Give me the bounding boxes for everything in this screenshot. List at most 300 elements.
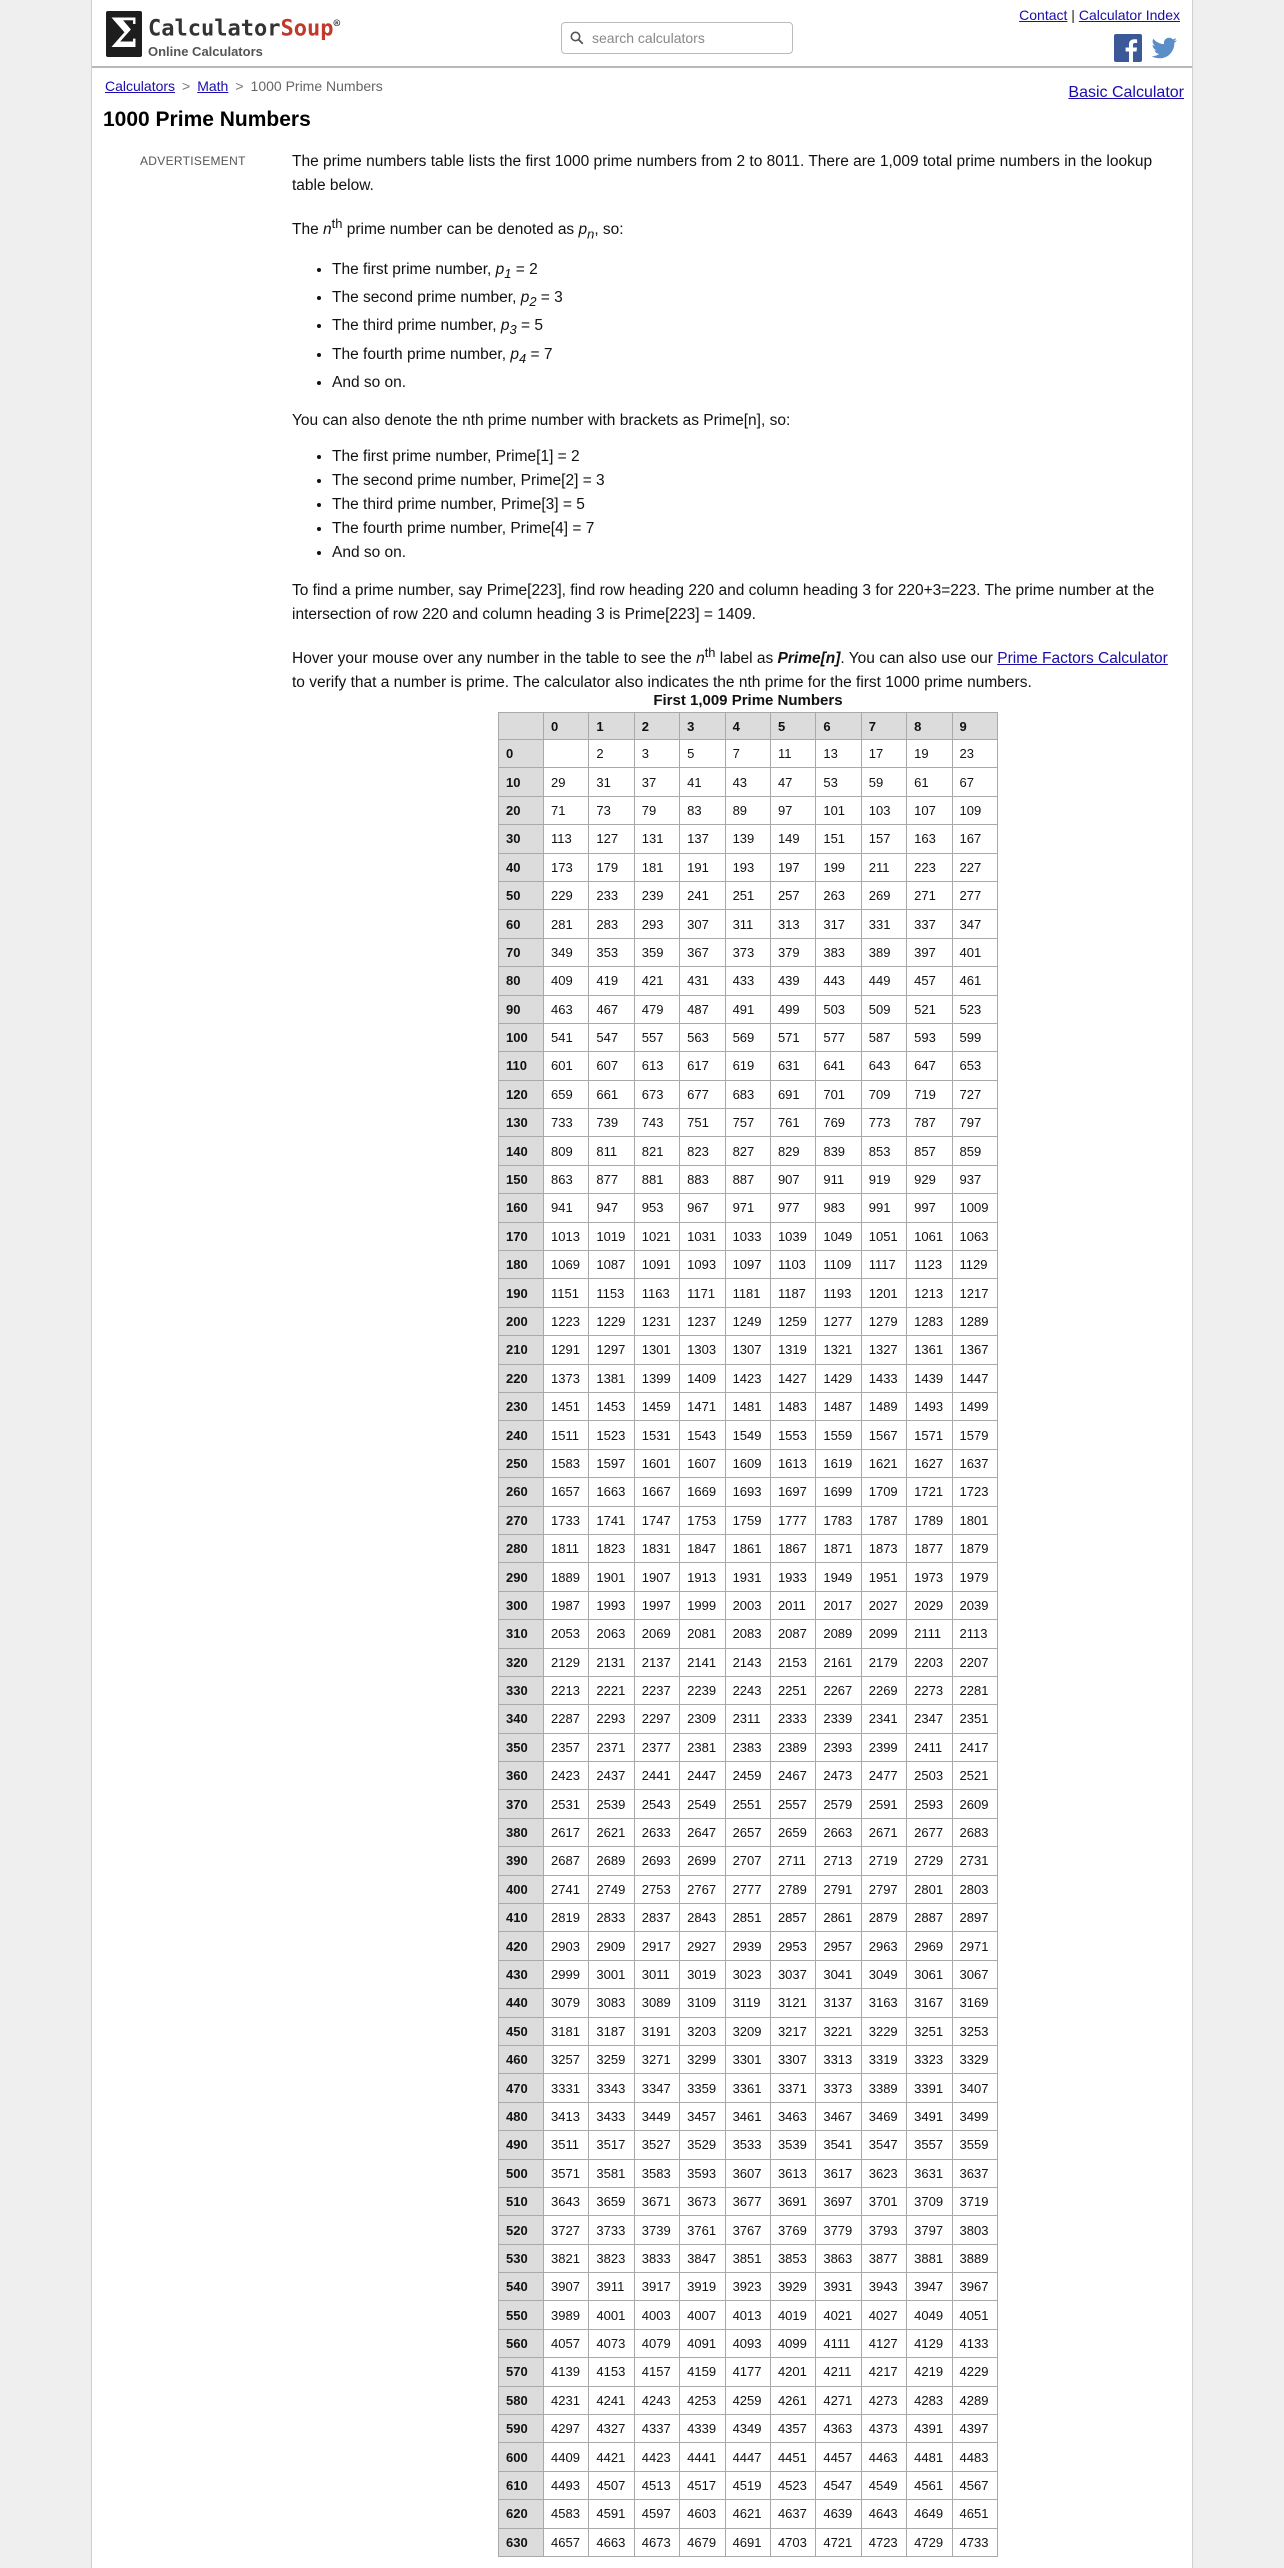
prime-cell: 1879 <box>952 1534 997 1562</box>
list-item <box>332 343 1182 371</box>
prime-cell: 619 <box>725 1052 770 1080</box>
prime-cell: 4259 <box>725 2386 770 2414</box>
prime-cell: 4139 <box>544 2358 589 2386</box>
table-row <box>499 1421 998 1449</box>
prime-cell: 4049 <box>907 2301 952 2329</box>
prime-cell: 4283 <box>907 2386 952 2414</box>
row-header: 330 <box>499 1676 544 1704</box>
prime-cell: 2999 <box>544 1960 589 1988</box>
prime-cell: 757 <box>725 1109 770 1137</box>
prime-cell: 1553 <box>770 1421 815 1449</box>
prime-cell: 2381 <box>680 1733 725 1761</box>
prime-cell: 3323 <box>907 2045 952 2073</box>
prime-cell: 199 <box>816 853 861 881</box>
prime-cell: 659 <box>544 1080 589 1108</box>
row-header: 530 <box>499 2244 544 2272</box>
prime-cell: 3229 <box>861 2017 906 2045</box>
breadcrumb-math[interactable]: Math <box>197 78 229 94</box>
column-header: 3 <box>680 713 725 740</box>
page <box>91 0 1193 2568</box>
prime-cell: 2221 <box>589 1676 634 1704</box>
prime-cell: 3559 <box>952 2131 997 2159</box>
prime-cell: 967 <box>680 1194 725 1222</box>
prime-cell: 3541 <box>816 2131 861 2159</box>
prime-cell: 1523 <box>589 1421 634 1449</box>
row-header: 40 <box>499 853 544 881</box>
calculator-index-link[interactable]: Calculator Index <box>1078 7 1180 23</box>
contact-link[interactable]: Contact <box>1019 7 1068 23</box>
table-caption: First 1,009 Prime Numbers <box>653 692 843 709</box>
prime-cell: 1669 <box>680 1478 725 1506</box>
prime-cell: 4217 <box>861 2358 906 2386</box>
prime-cell: 809 <box>544 1137 589 1165</box>
prime-cell: 1787 <box>861 1506 906 1534</box>
prime-cell: 2089 <box>816 1620 861 1648</box>
prime-cell: 1871 <box>816 1534 861 1562</box>
prime-cell: 1993 <box>589 1591 634 1619</box>
prime-cell: 1367 <box>952 1336 997 1364</box>
site-header <box>92 0 1192 68</box>
list-item: • And so on. <box>332 541 1182 565</box>
table-row <box>499 1904 998 1932</box>
prime-cell: 4177 <box>725 2358 770 2386</box>
prime-cell: 4021 <box>816 2301 861 2329</box>
table-row <box>499 1563 998 1591</box>
prime-cell: 2029 <box>907 1591 952 1619</box>
table-row <box>499 1534 998 1562</box>
search-icon <box>570 31 584 45</box>
prime-cell: 83 <box>680 796 725 824</box>
table-row <box>499 825 998 853</box>
prime-cell: 1213 <box>907 1279 952 1307</box>
prime-cell: 293 <box>634 910 679 938</box>
prime-cell: 563 <box>680 1023 725 1051</box>
table-row <box>499 1109 998 1137</box>
table-row <box>499 2102 998 2130</box>
table-row <box>499 1875 998 1903</box>
prime-cell: 3499 <box>952 2102 997 2130</box>
prime-cell: 631 <box>770 1052 815 1080</box>
prime-cell: 1123 <box>907 1251 952 1279</box>
table-row <box>499 853 998 881</box>
prime-cell: 547 <box>589 1023 634 1051</box>
prime-cell: 47 <box>770 768 815 796</box>
prime-cell: 499 <box>770 995 815 1023</box>
prime-cell: 1453 <box>589 1392 634 1420</box>
prime-cell: 3923 <box>725 2273 770 2301</box>
prime-cell: 3863 <box>816 2244 861 2272</box>
text: The fourth prime number, <box>332 345 511 363</box>
prime-cell: 1423 <box>725 1364 770 1392</box>
prime-n-label: Prime[n] <box>777 649 841 667</box>
top-links <box>1019 7 1180 23</box>
prime-cell: 1361 <box>907 1336 952 1364</box>
prime-cell: 1237 <box>680 1307 725 1335</box>
prime-cell: 1327 <box>861 1336 906 1364</box>
prime-cell: 4597 <box>634 2500 679 2528</box>
prime-cell: 4603 <box>680 2500 725 2528</box>
table-row <box>499 1847 998 1875</box>
logo-name-calculator: Calculator <box>148 16 281 42</box>
prime-cell: 2003 <box>725 1591 770 1619</box>
prime-cell: 461 <box>952 967 997 995</box>
prime-cell: 2311 <box>725 1705 770 1733</box>
prime-cell: 2447 <box>680 1762 725 1790</box>
prime-cell: 859 <box>952 1137 997 1165</box>
prime-cell: 1657 <box>544 1478 589 1506</box>
prime-cell: 1091 <box>634 1251 679 1279</box>
prime-cell: 3461 <box>725 2102 770 2130</box>
prime-cell: 4231 <box>544 2386 589 2414</box>
prime-cell: 4513 <box>634 2471 679 2499</box>
prime-cell: 2593 <box>907 1790 952 1818</box>
row-header: 590 <box>499 2415 544 2443</box>
prime-cell: 31 <box>589 768 634 796</box>
prime-cell: 3191 <box>634 2017 679 2045</box>
prime-cell: 491 <box>725 995 770 1023</box>
prime-cell: 1613 <box>770 1449 815 1477</box>
prime-cell: 4451 <box>770 2443 815 2471</box>
p-symbol: p <box>578 221 588 239</box>
prime-cell: 1777 <box>770 1506 815 1534</box>
prime-cell: 2689 <box>589 1847 634 1875</box>
search-input[interactable] <box>590 29 780 47</box>
prime-cell: 857 <box>907 1137 952 1165</box>
prime-cell: 733 <box>544 1109 589 1137</box>
prime-cell: 1493 <box>907 1392 952 1420</box>
prime-cell: 2309 <box>680 1705 725 1733</box>
prime-cell: 359 <box>634 938 679 966</box>
prime-cell: 1543 <box>680 1421 725 1449</box>
prime-cell: 2371 <box>589 1733 634 1761</box>
prime-cell: 4561 <box>907 2471 952 2499</box>
prime-cell: 2557 <box>770 1790 815 1818</box>
prime-cell: 3271 <box>634 2045 679 2073</box>
prime-cell: 2953 <box>770 1932 815 1960</box>
prime-cell: 163 <box>907 825 952 853</box>
prime-cell: 2441 <box>634 1762 679 1790</box>
prime-cell: 1933 <box>770 1563 815 1591</box>
prime-cell: 271 <box>907 881 952 909</box>
facebook-icon[interactable] <box>1114 34 1142 62</box>
prime-cell: 4421 <box>589 2443 634 2471</box>
basic-calculator-link[interactable]: Basic Calculator <box>1068 84 1184 101</box>
text: The second prime number, <box>332 289 521 307</box>
prime-cell: 7 <box>725 740 770 768</box>
prime-cell: 4391 <box>907 2415 952 2443</box>
prime-cell: 4483 <box>952 2443 997 2471</box>
prime-cell: 3691 <box>770 2187 815 2215</box>
column-header: 5 <box>770 713 815 740</box>
prime-cell: 3727 <box>544 2216 589 2244</box>
prime-cell: 2699 <box>680 1847 725 1875</box>
text: to verify that a number is prime. The calculator also indicates the nth prime for the first 1000 prime numbers. <box>292 673 1032 691</box>
breadcrumb-calculators[interactable]: Calculators <box>105 78 176 94</box>
table-row <box>499 1932 998 1960</box>
prime-cell: 3803 <box>952 2216 997 2244</box>
prime-cell: 2789 <box>770 1875 815 1903</box>
prime-cell: 1153 <box>589 1279 634 1307</box>
prime-cell: 229 <box>544 881 589 909</box>
main-content <box>292 150 1182 709</box>
prime-cell: 2843 <box>680 1904 725 1932</box>
prime-cell: 4397 <box>952 2415 997 2443</box>
prime-cell: 4241 <box>589 2386 634 2414</box>
prime-cell: 829 <box>770 1137 815 1165</box>
prime-cell: 41 <box>680 768 725 796</box>
table-row <box>499 1648 998 1676</box>
prime-cell: 1619 <box>816 1449 861 1477</box>
site-logo[interactable] <box>106 11 340 59</box>
table-row <box>499 2159 998 2187</box>
prime-cell: 157 <box>861 825 906 853</box>
prime-cell: 467 <box>589 995 634 1023</box>
prime-cell: 2897 <box>952 1904 997 1932</box>
prime-cell: 4051 <box>952 2301 997 2329</box>
subscript: 4 <box>518 350 527 366</box>
prime-cell: 2677 <box>907 1818 952 1846</box>
prime-cell: 677 <box>680 1080 725 1108</box>
prime-cell: 127 <box>589 825 634 853</box>
prime-cell: 4079 <box>634 2329 679 2357</box>
row-header: 300 <box>499 1591 544 1619</box>
prime-cell: 89 <box>725 796 770 824</box>
prime-cell: 2969 <box>907 1932 952 1960</box>
p-symbol: p <box>520 289 530 307</box>
prime-cell: 3041 <box>816 1960 861 1988</box>
prime-cell: 1499 <box>952 1392 997 1420</box>
prime-cell: 1297 <box>589 1336 634 1364</box>
prime-cell: 269 <box>861 881 906 909</box>
prime-cell: 1171 <box>680 1279 725 1307</box>
prime-cell: 3511 <box>544 2131 589 2159</box>
prime-cell: 1801 <box>952 1506 997 1534</box>
row-header: 520 <box>499 2216 544 2244</box>
prime-table-section <box>498 692 998 2557</box>
row-header: 260 <box>499 1478 544 1506</box>
prime-cell: 2351 <box>952 1705 997 1733</box>
prime-cell: 2791 <box>816 1875 861 1903</box>
prime-cell: 149 <box>770 825 815 853</box>
prime-factors-calculator-link[interactable]: Prime Factors Calculator <box>997 649 1168 667</box>
prime-cell: 2243 <box>725 1676 770 1704</box>
prime-cell: 2687 <box>544 1847 589 1875</box>
prime-cell: 4229 <box>952 2358 997 2386</box>
prime-cell: 3463 <box>770 2102 815 2130</box>
breadcrumb-current: 1000 Prime Numbers <box>250 78 383 94</box>
prime-cell: 2503 <box>907 1762 952 1790</box>
prime-cell: 3137 <box>816 1989 861 2017</box>
prime-cell: 337 <box>907 910 952 938</box>
prime-cell: 1549 <box>725 1421 770 1449</box>
table-row <box>499 768 998 796</box>
prime-cell: 1217 <box>952 1279 997 1307</box>
prime-cell: 3547 <box>861 2131 906 2159</box>
row-header: 130 <box>499 1109 544 1137</box>
prime-cell: 2521 <box>952 1762 997 1790</box>
row-header: 360 <box>499 1762 544 1790</box>
prime-cell: 2903 <box>544 1932 589 1960</box>
prime-cell: 811 <box>589 1137 634 1165</box>
prime-cell: 1723 <box>952 1478 997 1506</box>
prime-cell: 3163 <box>861 1989 906 2017</box>
prime-cell: 509 <box>861 995 906 1023</box>
table-row <box>499 910 998 938</box>
prime-cell: 1607 <box>680 1449 725 1477</box>
row-header: 270 <box>499 1506 544 1534</box>
prime-cell: 13 <box>816 740 861 768</box>
table-row <box>499 2074 998 2102</box>
prime-cell: 787 <box>907 1109 952 1137</box>
advertisement-label: ADVERTISEMENT <box>140 154 246 168</box>
prime-cell: 1069 <box>544 1251 589 1279</box>
prime-cell: 4621 <box>725 2500 770 2528</box>
prime-cell: 1847 <box>680 1534 725 1562</box>
logo-name-soup: Soup <box>280 16 334 42</box>
text: = 7 <box>526 345 553 363</box>
prime-cell: 101 <box>816 796 861 824</box>
prime-cell: 53 <box>816 768 861 796</box>
n-symbol: n <box>323 221 332 239</box>
prime-cell: 2539 <box>589 1790 634 1818</box>
prime-cell: 1759 <box>725 1506 770 1534</box>
prime-cell: 1307 <box>725 1336 770 1364</box>
p-symbol: p <box>500 317 510 335</box>
prime-cell: 751 <box>680 1109 725 1137</box>
prime-cell: 4651 <box>952 2500 997 2528</box>
prime-cell: 3407 <box>952 2074 997 2102</box>
table-row <box>499 1960 998 1988</box>
prime-cell: 139 <box>725 825 770 853</box>
prime-cell: 1709 <box>861 1478 906 1506</box>
prime-cell: 1097 <box>725 1251 770 1279</box>
table-row <box>499 1818 998 1846</box>
prime-cell: 1031 <box>680 1222 725 1250</box>
prime-cell: 401 <box>952 938 997 966</box>
prime-cell: 3467 <box>816 2102 861 2130</box>
prime-cell: 1999 <box>680 1591 725 1619</box>
prime-cell: 3853 <box>770 2244 815 2272</box>
table-row <box>499 2244 998 2272</box>
prime-cell: 137 <box>680 825 725 853</box>
prime-cell: 211 <box>861 853 906 881</box>
prime-cell: 1823 <box>589 1534 634 1562</box>
prime-cell: 3851 <box>725 2244 770 2272</box>
table-row <box>499 1165 998 1193</box>
prime-cell: 2293 <box>589 1705 634 1733</box>
row-header: 120 <box>499 1080 544 1108</box>
prime-cell: 3847 <box>680 2244 725 2272</box>
prime-cell: 2161 <box>816 1648 861 1676</box>
prime-cell: 4703 <box>770 2528 815 2556</box>
prime-cell: 3169 <box>952 1989 997 2017</box>
prime-cell: 1889 <box>544 1563 589 1591</box>
table-row <box>499 1620 998 1648</box>
prime-cell: 1931 <box>725 1563 770 1591</box>
prime-cell: 1627 <box>907 1449 952 1477</box>
row-header: 540 <box>499 2273 544 2301</box>
prime-cell: 2039 <box>952 1591 997 1619</box>
prime-cell: 4441 <box>680 2443 725 2471</box>
prime-cell: 641 <box>816 1052 861 1080</box>
row-header: 60 <box>499 910 544 938</box>
search-box[interactable] <box>561 22 793 54</box>
prime-cell: 1373 <box>544 1364 589 1392</box>
prime-cell: 2777 <box>725 1875 770 1903</box>
prime-cell: 1783 <box>816 1506 861 1534</box>
prime-cell: 541 <box>544 1023 589 1051</box>
prime-cell: 4157 <box>634 2358 679 2386</box>
prime-cell: 1409 <box>680 1364 725 1392</box>
table-row <box>499 796 998 824</box>
prime-cell: 941 <box>544 1194 589 1222</box>
prime-cell: 2753 <box>634 1875 679 1903</box>
prime-cell: 1637 <box>952 1449 997 1477</box>
prime-cell: 2053 <box>544 1620 589 1648</box>
table-row <box>499 1392 998 1420</box>
n-symbol: n <box>696 649 705 667</box>
column-header: 6 <box>816 713 861 740</box>
prime-cell: 1487 <box>816 1392 861 1420</box>
twitter-icon[interactable] <box>1150 34 1178 62</box>
prime-cell: 1289 <box>952 1307 997 1335</box>
prime-cell: 3251 <box>907 2017 952 2045</box>
prime-cell: 311 <box>725 910 770 938</box>
prime-cell: 1451 <box>544 1392 589 1420</box>
prime-cell: 3739 <box>634 2216 679 2244</box>
prime-cell: 2143 <box>725 1648 770 1676</box>
prime-cell: 1229 <box>589 1307 634 1335</box>
prime-cell: 569 <box>725 1023 770 1051</box>
prime-cell: 2129 <box>544 1648 589 1676</box>
column-header: 9 <box>952 713 997 740</box>
prime-cell: 2137 <box>634 1648 679 1676</box>
row-header: 70 <box>499 938 544 966</box>
prime-cell: 3833 <box>634 2244 679 2272</box>
prime-cell: 3019 <box>680 1960 725 1988</box>
prime-cell: 1009 <box>952 1194 997 1222</box>
prime-cell: 4507 <box>589 2471 634 2499</box>
prime-cell: 2731 <box>952 1847 997 1875</box>
prime-cell: 4153 <box>589 2358 634 2386</box>
prime-cell: 373 <box>725 938 770 966</box>
prime-cell: 3491 <box>907 2102 952 2130</box>
prime-cell: 43 <box>725 768 770 796</box>
prime-cell: 2179 <box>861 1648 906 1676</box>
prime-cell: 331 <box>861 910 906 938</box>
row-header: 140 <box>499 1137 544 1165</box>
prime-cell: 1721 <box>907 1478 952 1506</box>
row-header: 190 <box>499 1279 544 1307</box>
row-header: 430 <box>499 1960 544 1988</box>
prime-cell: 3089 <box>634 1989 679 2017</box>
prime-cell: 241 <box>680 881 725 909</box>
prime-cell: 2591 <box>861 1790 906 1818</box>
prime-cell: 739 <box>589 1109 634 1137</box>
prime-cell: 4003 <box>634 2301 679 2329</box>
column-header: 1 <box>589 713 634 740</box>
table-row <box>499 1989 998 2017</box>
prime-cell: 2707 <box>725 1847 770 1875</box>
row-header: 580 <box>499 2386 544 2414</box>
prime-cell: 4253 <box>680 2386 725 2414</box>
row-header: 450 <box>499 2017 544 2045</box>
prime-cell: 1979 <box>952 1563 997 1591</box>
prime-cell: 4007 <box>680 2301 725 2329</box>
prime-bracket-list <box>292 445 1182 565</box>
prime-cell: 4643 <box>861 2500 906 2528</box>
row-header: 20 <box>499 796 544 824</box>
